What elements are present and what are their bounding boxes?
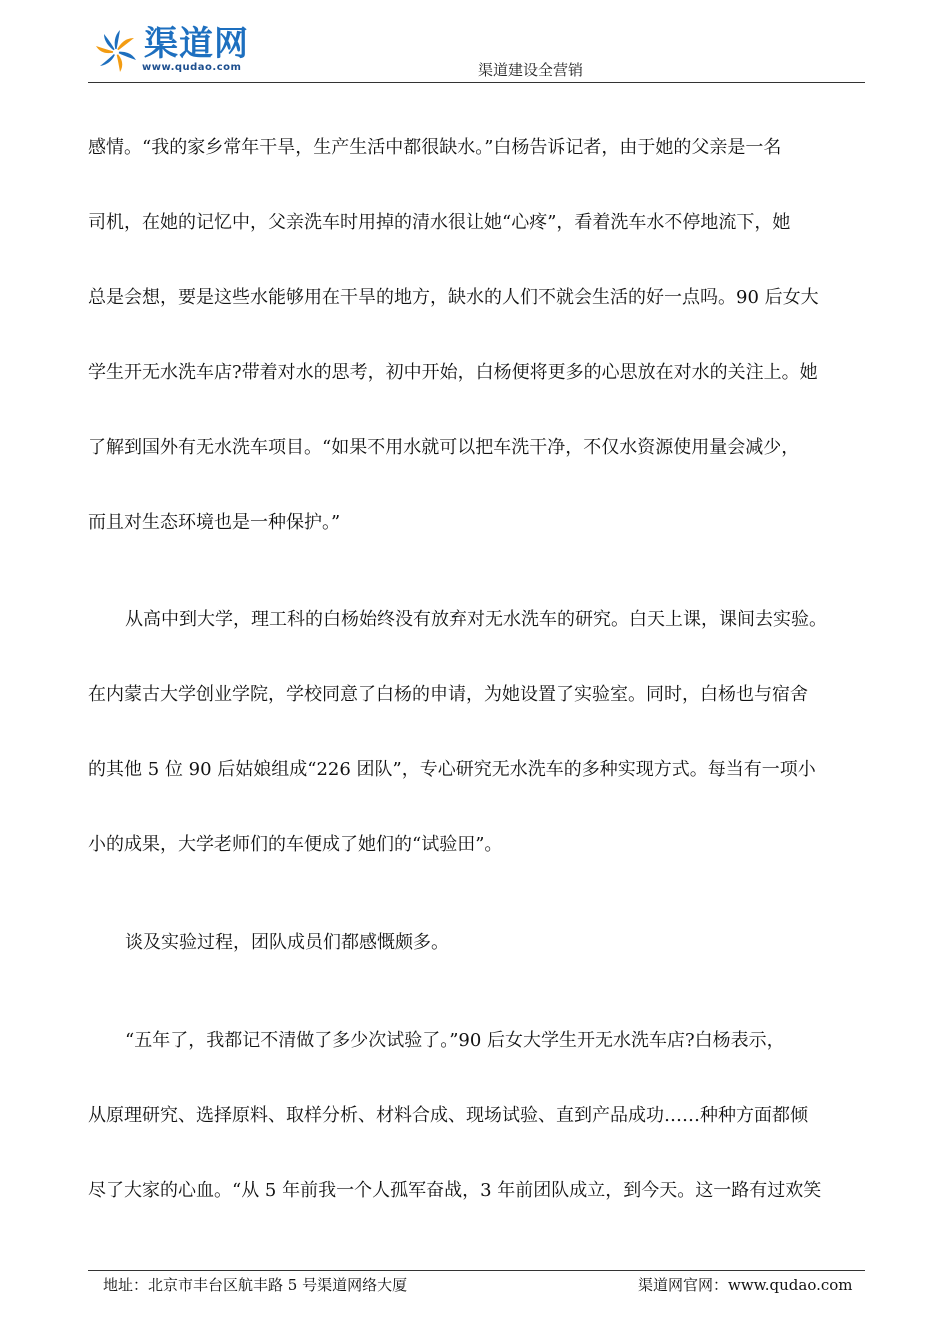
body-line: 谈及实验过程，团队成员们都感慨颇多。 xyxy=(125,932,449,953)
body-line: 总是会想，要是这些水能够用在干旱的地方，缺水的人们不就会生活的好一点吗。90 后女大 xyxy=(88,287,819,308)
body-line: 学生开无水洗车店?带着对水的思考，初中开始，白杨便将更多的心思放在对水的关注上。她 xyxy=(88,362,818,383)
logo-name: 渠道网 xyxy=(144,24,249,64)
logo-url: www.qudao.com xyxy=(142,62,242,73)
body-line: 尽了大家的心血。“从 5 年前我一个人孤军奋战，3 年前团队成立，到今天。这一路有过欢笑 xyxy=(88,1180,822,1201)
body-line: 从高中到大学，理工科的白杨始终没有放弃对无水洗车的研究。白天上课，课间去实验。 xyxy=(125,609,827,630)
qudao-logo xyxy=(92,24,252,76)
footer-website: 渠道网官网：www.qudao.com xyxy=(638,1276,853,1294)
body-line: 的其他 5 位 90 后姑娘组成“226 团队”，专心研究无水洗车的多种实现方式。每当有一项小 xyxy=(88,759,816,780)
body-line: 而且对生态环境也是一种保护。” xyxy=(88,512,341,533)
header-title: 渠道建设全营销 xyxy=(478,61,584,79)
body-line: 在内蒙古大学创业学院，学校同意了白杨的申请，为她设置了实验室。同时，白杨也与宿舍 xyxy=(88,684,808,705)
body-line: 感情。“我的家乡常年干旱，生产生活中都很缺水。”白杨告诉记者，由于她的父亲是一名 xyxy=(88,137,782,158)
footer-divider xyxy=(88,1270,865,1271)
body-line: 从原理研究、选择原料、取样分析、材料合成、现场试验、直到产品成功……种种方面都倾 xyxy=(88,1105,808,1126)
body-line: 小的成果，大学老师们的车便成了她们的“试验田”。 xyxy=(88,834,503,855)
footer-address: 地址：北京市丰台区航丰路 5 号渠道网络大厦 xyxy=(103,1276,408,1294)
header-divider xyxy=(88,82,865,83)
body-line: 司机，在她的记忆中，父亲洗车时用掉的清水很让她“心疼”，看着洗车水不停地流下，她 xyxy=(88,212,791,233)
logo-swirl-icon xyxy=(92,24,148,76)
body-line: 了解到国外有无水洗车项目。“如果不用水就可以把车洗干净，不仅水资源使用量会减少， xyxy=(88,437,800,458)
body-line: “五年了，我都记不清做了多少次试验了。”90 后女大学生开无水洗车店?白杨表示， xyxy=(125,1030,785,1051)
page-header xyxy=(0,0,950,90)
